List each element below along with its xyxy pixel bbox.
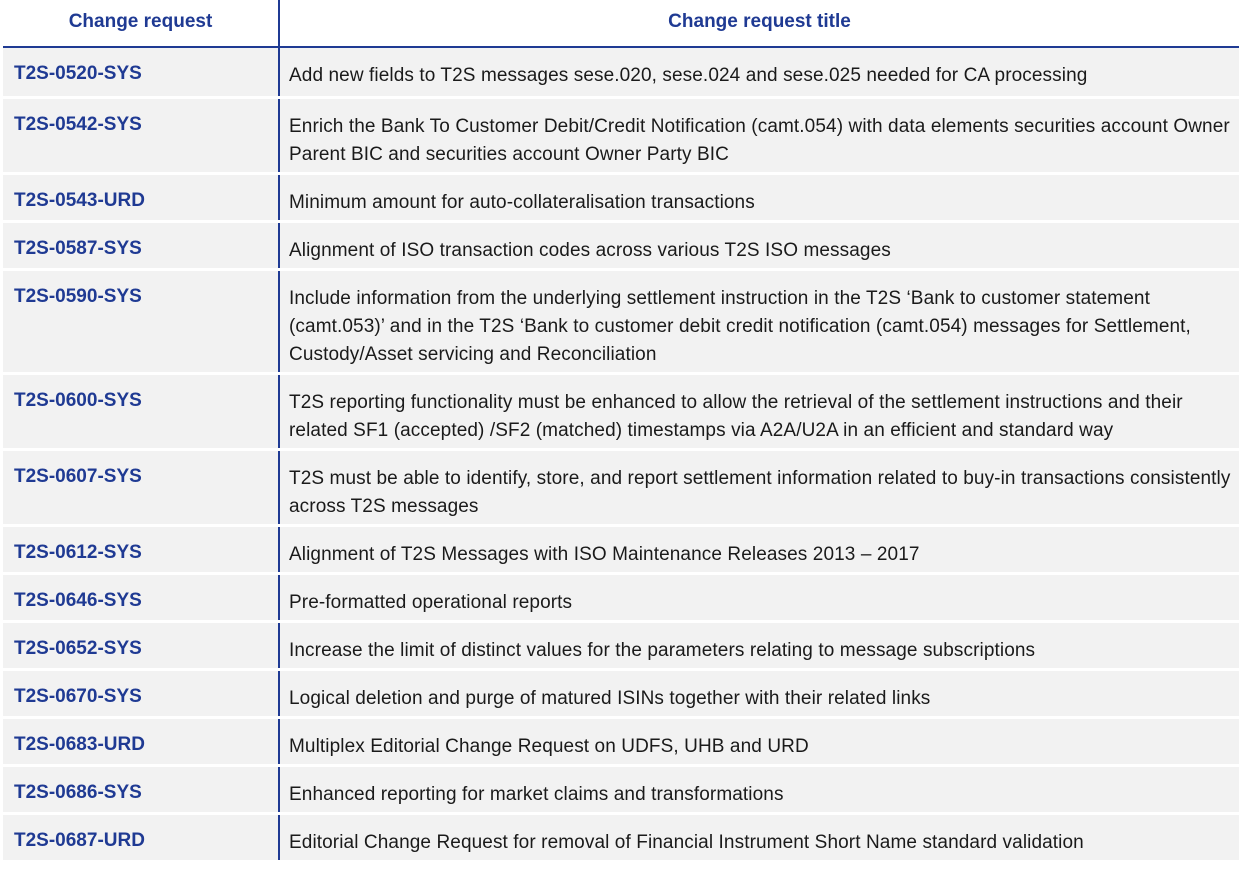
- table-row: [3, 99, 1239, 175]
- table-row: [3, 175, 1239, 223]
- table-row: [3, 527, 1239, 575]
- change-request-title: Alignment of ISO transaction codes across various T2S ISO messages: [289, 240, 891, 261]
- change-request-id: T2S-0683-URD: [3, 719, 280, 764]
- change-request-title: Logical deletion and purge of matured ISINs together with their related links: [289, 688, 931, 709]
- change-request-id: T2S-0652-SYS: [3, 623, 280, 668]
- change-request-title: Editorial Change Request for removal of Financial Instrument Short Name standard validation: [289, 832, 1084, 853]
- header-change-request-title: Change request title: [668, 11, 851, 32]
- table-row: [3, 375, 1239, 451]
- change-request-id: T2S-0612-SYS: [3, 527, 280, 572]
- change-request-title: Pre-formatted operational reports: [289, 592, 573, 613]
- table-row: [3, 767, 1239, 815]
- change-request-id: T2S-0646-SYS: [3, 575, 280, 620]
- table-row: [3, 623, 1239, 671]
- change-request-id: T2S-0607-SYS: [3, 451, 280, 524]
- change-request-id: T2S-0587-SYS: [3, 223, 280, 268]
- change-request-title: Enhanced reporting for market claims and transformations: [289, 784, 784, 805]
- table-row: [3, 48, 1239, 99]
- change-request-id: T2S-0542-SYS: [3, 99, 280, 172]
- change-request-title: Include information from the underlying settlement instruction in the T2S ‘Bank to customer statement (camt.053)’ and in the T2S ‘Bank to customer debit credit notification (camt.054) messages for Settlement, Custody/Asset servicing and Reconciliation: [289, 288, 1191, 365]
- change-request-id: T2S-0687-URD: [3, 815, 280, 860]
- change-request-id: T2S-0686-SYS: [3, 767, 280, 812]
- change-request-id: T2S-0543-URD: [3, 175, 280, 220]
- change-request-title: T2S must be able to identify, store, and report settlement information related to buy-in transactions consistently across T2S messages: [289, 468, 1231, 517]
- table-row: [3, 271, 1239, 375]
- table-row: [3, 815, 1239, 863]
- table-row: [3, 223, 1239, 271]
- change-request-title: Increase the limit of distinct values for the parameters relating to message subscriptions: [289, 640, 1036, 661]
- table-row: [3, 719, 1239, 767]
- table-header: [3, 0, 1239, 48]
- change-request-title: Minimum amount for auto-collateralisation transactions: [289, 192, 755, 213]
- change-request-id: T2S-0600-SYS: [3, 375, 280, 448]
- change-request-title: Alignment of T2S Messages with ISO Maintenance Releases 2013 – 2017: [289, 544, 920, 565]
- header-change-request: Change request: [3, 0, 280, 46]
- change-request-title: T2S reporting functionality must be enhanced to allow the retrieval of the settlement instructions and their related SF1 (accepted) /SF2 (matched) timestamps via A2A/U2A in an efficient and standard way: [289, 392, 1183, 441]
- change-request-id: T2S-0670-SYS: [3, 671, 280, 716]
- table-row: [3, 671, 1239, 719]
- table-row: [3, 575, 1239, 623]
- change-request-id: T2S-0520-SYS: [3, 48, 280, 96]
- change-request-table: [3, 0, 1239, 863]
- change-request-title: Multiplex Editorial Change Request on UDFS, UHB and URD: [289, 736, 809, 757]
- change-request-id: T2S-0590-SYS: [3, 271, 280, 372]
- table-row: [3, 451, 1239, 527]
- change-request-title: Add new fields to T2S messages sese.020, sese.024 and sese.025 needed for CA processing: [289, 65, 1088, 86]
- table-body: [3, 48, 1239, 863]
- change-request-title: Enrich the Bank To Customer Debit/Credit Notification (camt.054) with data elements securities account Owner Parent BIC and securities account Owner Party BIC: [289, 116, 1230, 165]
